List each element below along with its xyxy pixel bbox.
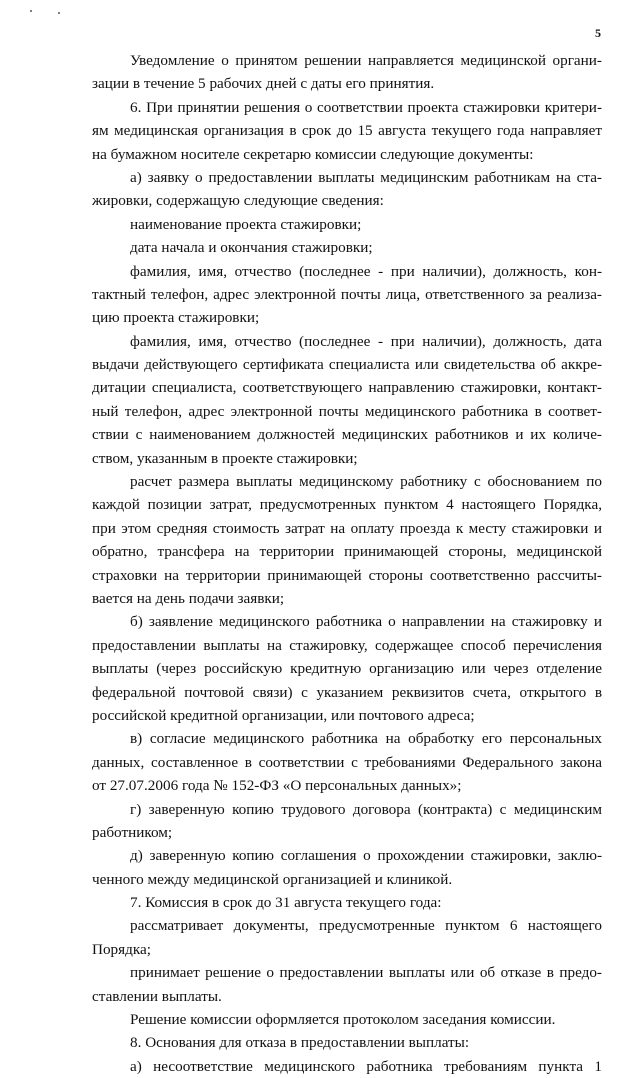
text-line: Решение комиссии оформляется протоколом заседания комиссии.	[130, 1011, 556, 1029]
text-line: а) заявку о предоставлении выплаты медицинским работникам на ста-	[130, 168, 602, 186]
text-line: данных, составленное в соответствии с требованиями Федерального закона	[92, 753, 602, 771]
text-line: ством, указанным в проекте стажировки;	[92, 449, 358, 467]
text-line: российской кредитной организации, или почтового адреса;	[92, 706, 475, 724]
text-line: ный телефон, адрес электронной почты медицинского работника в соответ-	[92, 402, 602, 420]
scan-speck	[30, 10, 32, 12]
text-line: 6. При принятии решения о соответствии проекта стажировки критери-	[130, 98, 602, 116]
text-line: работником;	[92, 823, 173, 841]
text-line: предоставлении выплаты на стажировку, содержащее способ перечисления	[92, 636, 602, 654]
text-line: 7. Комиссия в срок до 31 августа текущего года:	[130, 894, 442, 912]
text-line: ям медицинская организация в срок до 15 августа текущего года направляет	[92, 122, 602, 140]
text-line: Уведомление о принятом решении направляется медицинской органи-	[130, 52, 602, 69]
text-line: ченного между медицинской организацией и клиникой.	[92, 870, 453, 888]
text-line: фамилия, имя, отчество (последнее - при наличии), должность, кон-	[130, 262, 602, 280]
text-line: зации в течение 5 рабочих дней с даты его принятия.	[92, 75, 435, 93]
text-line: рассматривает документы, предусмотренные пунктом 6 настоящего	[130, 917, 602, 935]
text-line: выдачи действующего сертификата специалиста или свидетельства об аккре-	[92, 356, 602, 374]
text-line: расчет размера выплаты медицинскому работнику с обоснованием по	[130, 473, 602, 491]
scan-speck	[58, 12, 60, 14]
text-line: в) согласие медицинского работника на обработку его персональных	[130, 730, 602, 748]
text-line: принимает решение о предоставлении выплаты или об отказе в предо-	[130, 964, 602, 982]
text-line: фамилия, имя, отчество (последнее - при наличии), должность, дата	[130, 332, 602, 350]
text-line: дата начала и окончания стажировки;	[130, 239, 373, 257]
text-line: федеральной почтовой связи) с указанием реквизитов счета, открытого в	[92, 683, 602, 701]
text-line: жировки, содержащую следующие сведения:	[92, 192, 384, 210]
text-line: обратно, трансфера на территории принимающей стороны, медицинской	[92, 543, 602, 561]
text-line: наименование проекта стажировки;	[130, 215, 362, 233]
text-line: г) заверенную копию трудового договора (контракта) с медицинским	[130, 800, 602, 818]
text-line: ствии с наименованием должностей медицинских работников и их количе-	[92, 426, 602, 444]
document-text	[92, 49, 602, 1078]
text-line: выплаты (через российскую кредитную организацию или через отделение	[92, 660, 602, 678]
text-line: Порядка;	[92, 940, 151, 958]
text-line: б) заявление медицинского работника о направлении на стажировку и	[130, 613, 602, 631]
text-line: а) несоответствие медицинского работника требованиям пункта 1	[130, 1057, 602, 1075]
text-line: 8. Основания для отказа в предоставлении выплаты:	[130, 1034, 470, 1052]
text-line: вается на день подачи заявки;	[92, 589, 285, 607]
page-number: 5	[595, 26, 601, 40]
text-line: страховки на территории принимающей стороны соответственно рассчиты-	[92, 566, 602, 584]
text-line: на бумажном носителе секретарю комиссии следующие документы:	[92, 145, 534, 163]
text-line: каждой позиции затрат, предусмотренных пунктом 4 настоящего Порядка,	[92, 496, 602, 514]
text-line: тактный телефон, адрес электронной почты лица, ответственного за реализа-	[92, 285, 602, 303]
text-line: от 27.07.2006 года № 152-ФЗ «О персональных данных»;	[92, 777, 462, 795]
text-line: при этом средняя стоимость затрат на оплату проезда к месту стажировки и	[92, 519, 602, 537]
text-line: д) заверенную копию соглашения о прохождении стажировки, заклю-	[130, 847, 602, 865]
text-line: ставлении выплаты.	[92, 987, 222, 1005]
text-line: дитации специалиста, соответствующего направлению стажировки, контакт-	[92, 379, 602, 397]
text-line: цию проекта стажировки;	[92, 309, 260, 327]
